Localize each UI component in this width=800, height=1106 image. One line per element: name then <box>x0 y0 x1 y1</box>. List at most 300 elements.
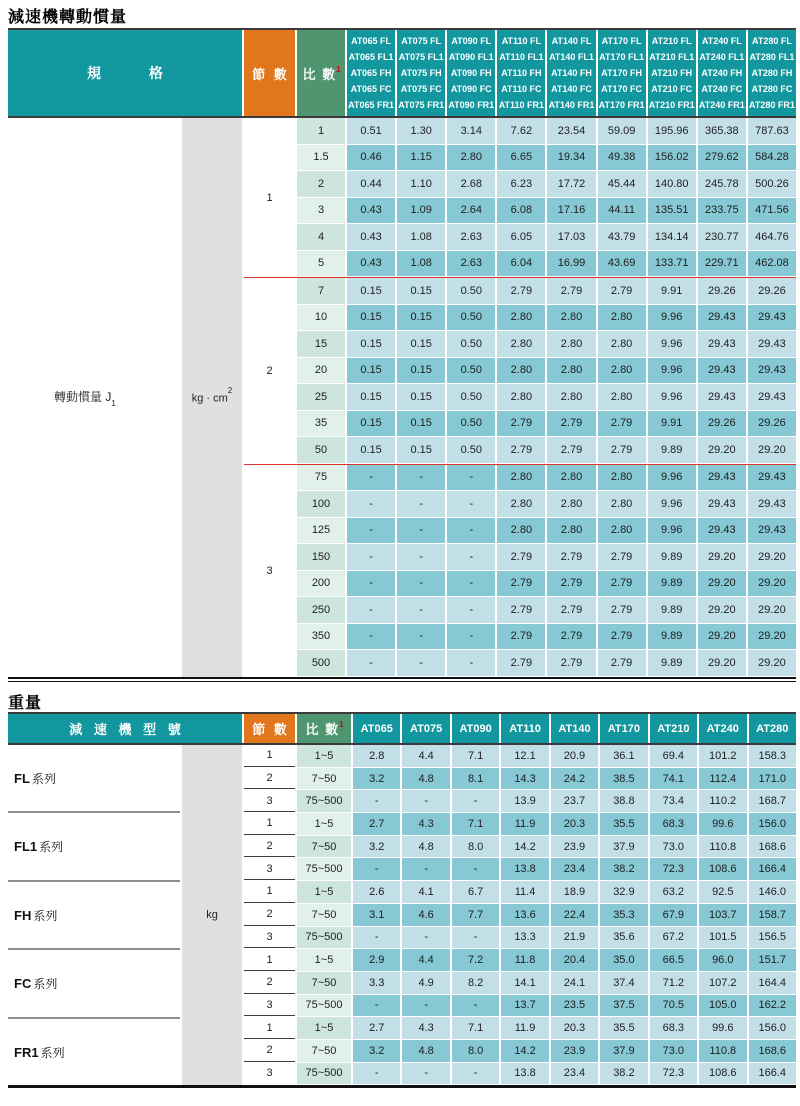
ratio-footnote-marker: 1 <box>336 64 341 74</box>
data-cell: 35.6 <box>600 927 647 949</box>
data-cell: 156.0 <box>749 1017 796 1039</box>
series-label <box>8 880 180 948</box>
data-cell: 4.8 <box>402 836 449 858</box>
model-header-line: AT210 FR1 <box>648 100 695 110</box>
data-cell: 20.9 <box>551 745 598 767</box>
data-cell: 787.63 <box>748 118 796 144</box>
table-row <box>297 145 796 171</box>
ratio-cell: 7~50 <box>297 836 351 858</box>
data-cell: 11.9 <box>501 1017 548 1039</box>
data-cell: 0.50 <box>447 437 495 463</box>
data-cell: 71.2 <box>650 972 697 994</box>
data-cell: 68.3 <box>650 1017 697 1039</box>
weight-table <box>8 712 796 1088</box>
model-header-line: AT110 FH <box>501 68 542 78</box>
data-cell: - <box>353 858 400 880</box>
data-cell: 68.3 <box>650 813 697 835</box>
table-row <box>297 491 796 517</box>
model-header-line: AT065 FR1 <box>348 100 394 110</box>
ratio-cell: 75~500 <box>297 858 351 880</box>
data-cell: 29.43 <box>748 465 796 491</box>
ratio-cell: 5 <box>297 251 345 277</box>
data-cell: 0.15 <box>397 411 445 437</box>
data-cell: 0.15 <box>397 437 445 463</box>
data-cell: 9.89 <box>648 650 696 676</box>
model-header-cell <box>598 30 646 116</box>
model-header-cell <box>397 30 445 116</box>
sections-header-label: 節 數 <box>252 722 287 737</box>
ratio-header-cell <box>297 30 345 116</box>
data-cell: 3.3 <box>353 972 400 994</box>
spec-header-cell <box>8 30 242 116</box>
model-header-cell <box>698 30 746 116</box>
data-cell: 24.1 <box>551 972 598 994</box>
data-cell: 7.1 <box>452 745 499 767</box>
table-row <box>244 927 796 949</box>
data-cell: 2.79 <box>598 278 646 304</box>
data-cell: 2.79 <box>547 411 595 437</box>
table-row <box>244 858 796 880</box>
model-header-line: AT170 FL1 <box>599 52 645 62</box>
data-cell: 16.99 <box>547 251 595 277</box>
data-cell: 103.7 <box>699 904 746 926</box>
table-row <box>297 571 796 597</box>
series-label <box>8 948 180 1016</box>
data-cell: 9.96 <box>648 305 696 331</box>
data-cell: 29.20 <box>748 571 796 597</box>
data-cell: 23.9 <box>551 1040 598 1062</box>
data-cell: 135.51 <box>648 198 696 224</box>
model-header-line: AT280 FL <box>752 36 792 46</box>
model-header-cell: AT090 <box>452 714 499 743</box>
ratio-cell: 15 <box>297 331 345 357</box>
table-row <box>297 198 796 224</box>
series-suffix: 系列 <box>33 908 58 923</box>
model-header-line: AT140 FL <box>551 36 592 46</box>
data-cell: 4.9 <box>402 972 449 994</box>
data-cell: 43.69 <box>598 251 646 277</box>
ratio-cell: 20 <box>297 358 345 384</box>
data-cell: 0.15 <box>397 331 445 357</box>
section-count-cell: 2 <box>244 904 295 926</box>
ratio-cell: 1~5 <box>297 1017 351 1039</box>
data-cell: - <box>347 624 395 650</box>
data-cell: 2.79 <box>497 278 545 304</box>
data-cell: 0.50 <box>447 278 495 304</box>
table-row <box>244 995 796 1017</box>
data-cell: 67.9 <box>650 904 697 926</box>
weight-unit-cell <box>182 745 242 1085</box>
data-cell: - <box>397 518 445 544</box>
data-cell: 29.43 <box>748 358 796 384</box>
model-header-cell: AT140 <box>551 714 598 743</box>
ratio-cell: 1.5 <box>297 145 345 171</box>
table-row <box>297 278 796 304</box>
data-cell: 29.43 <box>698 358 746 384</box>
inertia-table-body <box>8 118 796 677</box>
data-cell: 2.79 <box>497 624 545 650</box>
data-cell: - <box>397 624 445 650</box>
data-cell: 74.1 <box>650 768 697 790</box>
data-cell: 134.14 <box>648 224 696 250</box>
data-cell: - <box>452 858 499 880</box>
data-cell: 471.56 <box>748 198 796 224</box>
data-cell: 4.4 <box>402 745 449 767</box>
table-row <box>297 597 796 623</box>
data-cell: - <box>447 597 495 623</box>
data-cell: 13.6 <box>501 904 548 926</box>
data-cell: - <box>347 544 395 570</box>
data-cell: 2.79 <box>547 278 595 304</box>
series-suffix: 系列 <box>40 1045 65 1060</box>
ratio-cell: 7~50 <box>297 904 351 926</box>
model-header-line: AT280 FR1 <box>749 100 795 110</box>
data-cell: 2.80 <box>497 384 545 410</box>
data-cell: 66.5 <box>650 949 697 971</box>
data-cell: 110.8 <box>699 836 746 858</box>
ratio-cell: 1~5 <box>297 949 351 971</box>
data-cell: 2.63 <box>447 224 495 250</box>
data-cell: 96.0 <box>699 949 746 971</box>
ratio-cell: 3 <box>297 198 345 224</box>
table-row <box>244 904 796 926</box>
table-row <box>297 384 796 410</box>
model-header-line: AT065 FC <box>350 84 392 94</box>
data-cell: 29.20 <box>698 571 746 597</box>
data-cell: 2.79 <box>497 411 545 437</box>
data-cell: 2.80 <box>547 491 595 517</box>
data-cell: 2.79 <box>547 571 595 597</box>
table-row <box>297 171 796 197</box>
section-count-cell: 3 <box>244 465 295 677</box>
data-cell: 8.0 <box>452 836 499 858</box>
data-cell: 8.2 <box>452 972 499 994</box>
data-cell: 2.79 <box>497 544 545 570</box>
data-cell: 171.0 <box>749 768 796 790</box>
data-cell: 29.43 <box>748 491 796 517</box>
section-count-cell: 2 <box>244 1040 295 1062</box>
data-cell: 9.96 <box>648 518 696 544</box>
data-cell: 63.2 <box>650 881 697 903</box>
data-cell: 2.80 <box>497 305 545 331</box>
series-suffix: 系列 <box>31 771 56 786</box>
data-cell: - <box>402 927 449 949</box>
section-count-cell: 3 <box>244 858 295 880</box>
model-header-line: AT210 FL1 <box>649 52 695 62</box>
model-header-cell <box>497 30 545 116</box>
model-header-cell <box>8 714 242 743</box>
model-header-line: AT210 FC <box>651 84 693 94</box>
data-cell: 0.15 <box>347 384 395 410</box>
data-cell: 2.80 <box>598 491 646 517</box>
ratio-cell: 50 <box>297 437 345 463</box>
series-name: FL <box>14 770 30 786</box>
data-cell: 101.2 <box>699 745 746 767</box>
data-cell: 156.02 <box>648 145 696 171</box>
data-cell: 0.15 <box>397 278 445 304</box>
data-cell: 14.3 <box>501 768 548 790</box>
data-cell: 35.5 <box>600 1017 647 1039</box>
model-header-line: AT075 FC <box>400 84 442 94</box>
ratio-cell: 125 <box>297 518 345 544</box>
model-header-line: AT075 FL <box>401 36 442 46</box>
model-header-line: AT240 FH <box>701 68 743 78</box>
data-cell: - <box>447 491 495 517</box>
data-cell: - <box>347 465 395 491</box>
data-cell: 2.64 <box>447 198 495 224</box>
data-cell: 20.3 <box>551 813 598 835</box>
data-cell: 73.0 <box>650 1040 697 1062</box>
data-cell: 9.89 <box>648 544 696 570</box>
table-row <box>297 118 796 144</box>
data-cell: 9.96 <box>648 491 696 517</box>
data-cell: 133.71 <box>648 251 696 277</box>
model-header-line: AT065 FH <box>350 68 392 78</box>
model-header-line: AT170 FC <box>601 84 643 94</box>
data-cell: 9.89 <box>648 571 696 597</box>
data-cell: 464.76 <box>748 224 796 250</box>
data-cell: 168.6 <box>749 836 796 858</box>
section-count-cell: 2 <box>244 836 295 858</box>
data-cell: - <box>347 491 395 517</box>
data-cell: 29.20 <box>698 437 746 463</box>
data-cell: 462.08 <box>748 251 796 277</box>
model-header-cell: AT210 <box>650 714 697 743</box>
section-count-cell: 2 <box>244 972 295 994</box>
data-cell: 0.15 <box>397 358 445 384</box>
series-label <box>8 1017 180 1085</box>
data-cell: 29.43 <box>698 305 746 331</box>
section-count-cell: 3 <box>244 1063 295 1085</box>
data-cell: 70.5 <box>650 995 697 1017</box>
data-cell: 11.8 <box>501 949 548 971</box>
ratio-cell: 1~5 <box>297 881 351 903</box>
model-header-cell <box>748 30 796 116</box>
table-row <box>297 224 796 250</box>
data-cell: 2.80 <box>598 331 646 357</box>
data-cell: 99.6 <box>699 1017 746 1039</box>
data-cell: - <box>353 927 400 949</box>
data-cell: 21.9 <box>551 927 598 949</box>
data-cell: 9.96 <box>648 358 696 384</box>
data-cell: 24.2 <box>551 768 598 790</box>
data-cell: 2.79 <box>598 624 646 650</box>
data-cell: 2.80 <box>547 305 595 331</box>
data-cell: 8.1 <box>452 768 499 790</box>
section-count-cell: 1 <box>244 745 295 767</box>
inertia-table-bottom-border <box>8 677 796 682</box>
model-header-line: AT090 FL <box>451 36 492 46</box>
data-cell: 14.1 <box>501 972 548 994</box>
data-cell: 45.44 <box>598 171 646 197</box>
model-header-cell: AT075 <box>402 714 449 743</box>
data-cell: 105.0 <box>699 995 746 1017</box>
model-header-line: AT280 FC <box>751 84 793 94</box>
data-cell: 73.4 <box>650 790 697 812</box>
data-cell: 2.79 <box>547 544 595 570</box>
data-cell: 99.6 <box>699 813 746 835</box>
data-cell: 2.79 <box>497 571 545 597</box>
ratio-cell: 25 <box>297 384 345 410</box>
data-cell: 2.79 <box>598 650 646 676</box>
data-cell: 584.28 <box>748 145 796 171</box>
inertia-group <box>244 118 796 277</box>
section-count-cell: 1 <box>244 813 295 835</box>
data-cell: 2.8 <box>353 745 400 767</box>
data-cell: 17.72 <box>547 171 595 197</box>
data-cell: - <box>447 624 495 650</box>
data-cell: 4.4 <box>402 949 449 971</box>
data-cell: 2.80 <box>598 518 646 544</box>
data-cell: 49.38 <box>598 145 646 171</box>
section-count-cell: 3 <box>244 790 295 812</box>
table-row <box>297 518 796 544</box>
data-cell: 3.14 <box>447 118 495 144</box>
data-cell: 146.0 <box>749 881 796 903</box>
data-cell: 2.79 <box>598 571 646 597</box>
section-count-cell: 1 <box>244 118 295 277</box>
data-cell: 4.6 <box>402 904 449 926</box>
series-name: FH <box>14 907 32 923</box>
data-cell: 73.0 <box>650 836 697 858</box>
model-header-line: AT280 FL1 <box>749 52 795 62</box>
data-cell: 2.79 <box>497 650 545 676</box>
ratio-cell: 35 <box>297 411 345 437</box>
data-cell: 1.30 <box>397 118 445 144</box>
data-cell: 168.6 <box>749 1040 796 1062</box>
data-cell: 23.5 <box>551 995 598 1017</box>
data-cell: 37.4 <box>600 972 647 994</box>
data-cell: 29.20 <box>698 544 746 570</box>
data-cell: 0.44 <box>347 171 395 197</box>
model-header-line: AT075 FH <box>400 68 442 78</box>
data-cell: 107.2 <box>699 972 746 994</box>
section-count-cell: 2 <box>244 768 295 790</box>
weight-section-title: 重量 <box>8 695 43 712</box>
data-cell: 2.80 <box>497 358 545 384</box>
data-cell: 2.80 <box>547 465 595 491</box>
ratio-cell: 7~50 <box>297 1040 351 1062</box>
data-cell: 0.15 <box>347 411 395 437</box>
data-cell: 38.2 <box>600 1063 647 1085</box>
data-cell: 35.3 <box>600 904 647 926</box>
model-header-cell <box>447 30 495 116</box>
data-cell: 3.1 <box>353 904 400 926</box>
model-header-cell: AT240 <box>699 714 746 743</box>
table-row <box>244 949 796 971</box>
data-cell: 6.7 <box>452 881 499 903</box>
ratio-cell: 350 <box>297 624 345 650</box>
data-cell: 9.96 <box>648 331 696 357</box>
series-name: FR1 <box>14 1044 39 1060</box>
data-cell: 2.80 <box>497 518 545 544</box>
table-row <box>297 465 796 491</box>
data-cell: 59.09 <box>598 118 646 144</box>
data-cell: 29.43 <box>698 518 746 544</box>
data-cell: 1.08 <box>397 251 445 277</box>
data-cell: 12.1 <box>501 745 548 767</box>
data-cell: - <box>452 790 499 812</box>
data-cell: - <box>447 650 495 676</box>
data-cell: 8.0 <box>452 1040 499 1062</box>
weight-table-bottom-border <box>8 1085 796 1088</box>
model-header-line: AT090 FC <box>450 84 492 94</box>
ratio-cell: 10 <box>297 305 345 331</box>
data-cell: 158.7 <box>749 904 796 926</box>
model-header-cell <box>347 30 395 116</box>
sections-header-cell <box>244 714 295 743</box>
data-cell: 13.7 <box>501 995 548 1017</box>
section-count-cell: 1 <box>244 1017 295 1039</box>
data-cell: 72.3 <box>650 1063 697 1085</box>
data-cell: 0.50 <box>447 411 495 437</box>
section-count-cell: 1 <box>244 881 295 903</box>
data-cell: 13.8 <box>501 1063 548 1085</box>
series-name: FC <box>14 976 32 992</box>
table-row <box>244 1040 796 1062</box>
data-cell: 500.26 <box>748 171 796 197</box>
data-cell: 29.20 <box>748 597 796 623</box>
spec-header-label: 規 格 <box>87 65 163 81</box>
data-cell: 13.8 <box>501 858 548 880</box>
data-cell: - <box>397 544 445 570</box>
data-cell: 156.5 <box>749 927 796 949</box>
ratio-footnote-marker: 1 <box>339 720 344 729</box>
data-cell: 29.43 <box>698 465 746 491</box>
data-cell: 9.96 <box>648 384 696 410</box>
model-header-cell <box>547 30 595 116</box>
data-cell: 38.5 <box>600 768 647 790</box>
model-header-line: AT240 FC <box>701 84 743 94</box>
data-cell: - <box>353 790 400 812</box>
model-header-cell: AT110 <box>501 714 548 743</box>
data-cell: 2.79 <box>497 597 545 623</box>
data-cell: 166.4 <box>749 858 796 880</box>
data-cell: 4.3 <box>402 1017 449 1039</box>
data-cell: 0.15 <box>347 331 395 357</box>
data-cell: 0.43 <box>347 251 395 277</box>
data-cell: 0.43 <box>347 224 395 250</box>
data-cell: 14.2 <box>501 836 548 858</box>
data-cell: 3.2 <box>353 836 400 858</box>
data-cell: 35.5 <box>600 813 647 835</box>
data-cell: 0.15 <box>347 437 395 463</box>
table-row <box>297 437 796 463</box>
inertia-group <box>244 464 796 677</box>
data-cell: 365.38 <box>698 118 746 144</box>
data-cell: 17.16 <box>547 198 595 224</box>
data-cell: 156.0 <box>749 813 796 835</box>
table-row <box>244 1063 796 1085</box>
data-cell: 6.04 <box>497 251 545 277</box>
data-cell: 7.1 <box>452 813 499 835</box>
data-cell: 2.63 <box>447 251 495 277</box>
series-suffix: 系列 <box>33 977 58 992</box>
data-cell: - <box>402 790 449 812</box>
ratio-cell: 250 <box>297 597 345 623</box>
data-cell: 29.20 <box>698 624 746 650</box>
data-cell: 0.15 <box>347 278 395 304</box>
table-row <box>244 972 796 994</box>
data-cell: 29.26 <box>748 411 796 437</box>
data-cell: 2.6 <box>353 881 400 903</box>
data-cell: 23.9 <box>551 836 598 858</box>
table-row <box>244 790 796 812</box>
inertia-table <box>8 28 796 682</box>
data-cell: 18.9 <box>551 881 598 903</box>
data-cell: - <box>402 858 449 880</box>
data-cell: - <box>452 1063 499 1085</box>
